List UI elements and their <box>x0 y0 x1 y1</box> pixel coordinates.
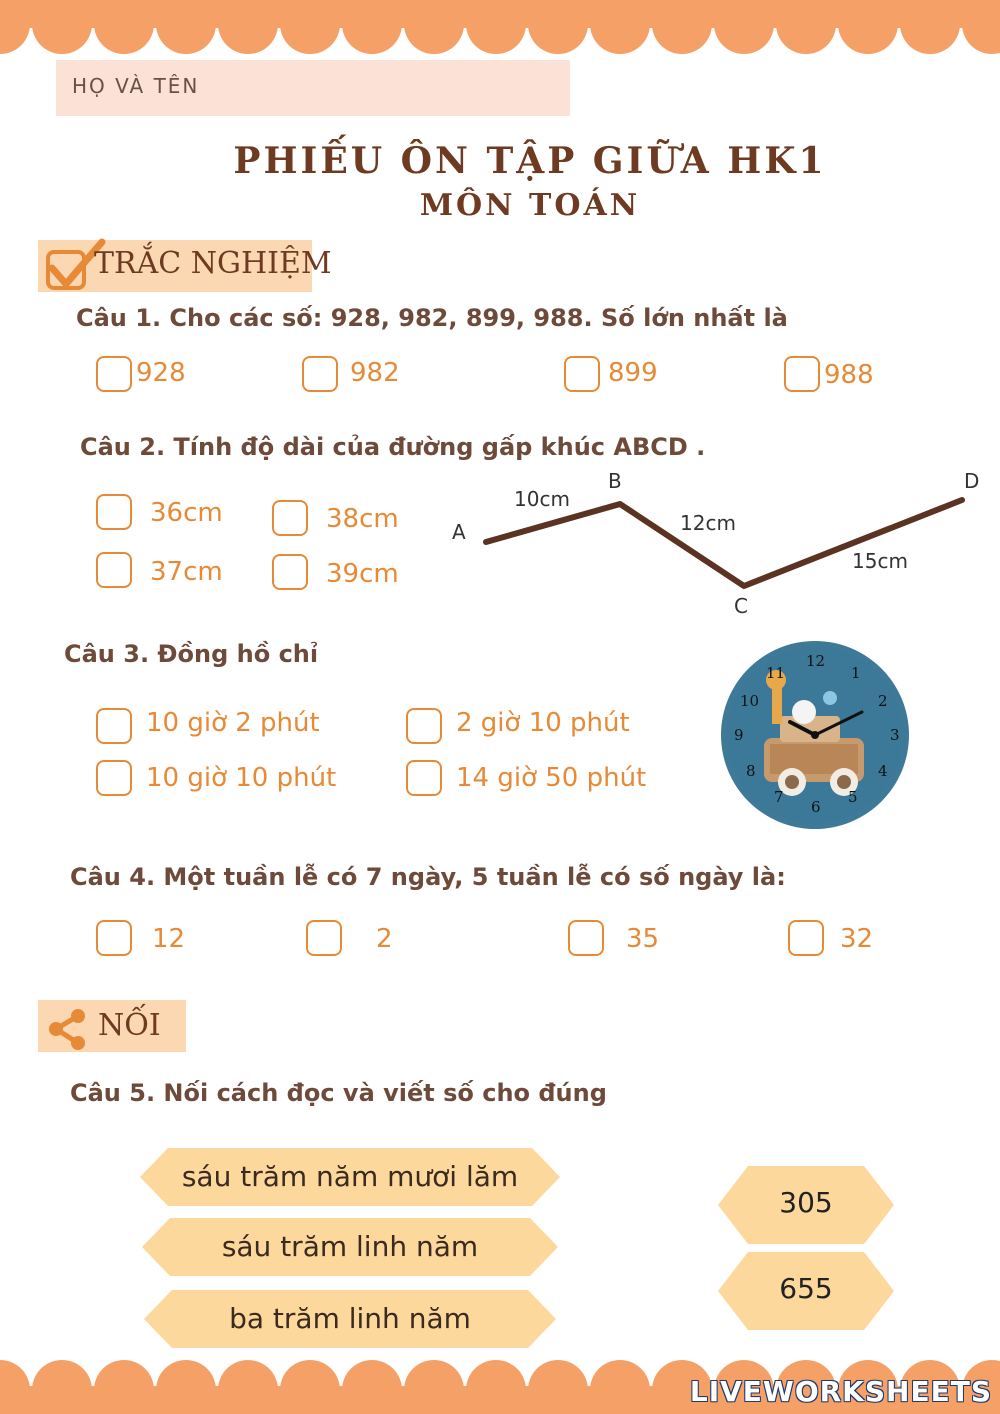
q3-option-c-label: 10 giờ 10 phút <box>146 763 337 793</box>
section-matching-label: NỐI <box>98 1008 161 1043</box>
clock-number-11: 11 <box>766 664 786 682</box>
q4-option-c-checkbox[interactable] <box>568 920 604 956</box>
question-2-text: Câu 2. Tính độ dài của đường gấp khúc ABCD . <box>80 433 706 461</box>
segment-cd-length: 15cm <box>852 549 908 573</box>
worksheet-subtitle: MÔN TOÁN <box>419 188 641 223</box>
q4-option-a-label: 12 <box>152 924 186 954</box>
clock-illustration <box>720 640 910 830</box>
student-name-label: HỌ VÀ TÊN <box>72 74 200 98</box>
q1-option-c-label: 899 <box>608 358 658 388</box>
clock-number-10: 10 <box>740 692 760 710</box>
question-5-text: Câu 5. Nối cách đọc và viết số cho đúng <box>70 1079 607 1107</box>
q2-option-b-label: 38cm <box>326 504 399 534</box>
q4-option-d-label: 32 <box>840 924 874 954</box>
q1-option-b-checkbox[interactable] <box>302 356 338 392</box>
q3-option-d-label: 14 giờ 50 phút <box>456 763 647 793</box>
match-word-3-text: ba trăm linh năm <box>229 1302 471 1335</box>
q4-option-b-checkbox[interactable] <box>306 920 342 956</box>
worksheet-title: PHIẾU ÔN TẬP GIỮA HK1 <box>233 140 827 182</box>
segment-bc-length: 12cm <box>680 511 736 535</box>
q2-option-c-label: 37cm <box>150 557 223 587</box>
match-word-card-2[interactable] <box>142 1218 558 1276</box>
q1-option-b-label: 982 <box>350 358 400 388</box>
q2-option-c-checkbox[interactable] <box>96 552 132 588</box>
q1-option-d-label: 988 <box>824 360 874 390</box>
question-3-text: Câu 3. Đồng hồ chỉ <box>64 640 319 668</box>
segment-ab-length: 10cm <box>514 487 570 511</box>
q3-option-b-checkbox[interactable] <box>406 708 442 744</box>
q4-option-a-checkbox[interactable] <box>96 920 132 956</box>
match-word-1-text: sáu trăm năm mươi lăm <box>181 1160 519 1193</box>
match-number-card-2[interactable] <box>718 1252 894 1330</box>
clock-number-2: 2 <box>878 692 888 710</box>
clock-number-12: 12 <box>806 652 826 670</box>
q1-option-d-checkbox[interactable] <box>784 356 820 392</box>
q3-option-c-checkbox[interactable] <box>96 760 132 796</box>
clock-number-7: 7 <box>774 788 784 806</box>
question-4-text: Câu 4. Một tuần lễ có 7 ngày, 5 tuần lễ có số ngày là: <box>70 863 786 891</box>
share-icon <box>44 1006 90 1052</box>
clock-number-9: 9 <box>734 726 744 744</box>
q2-option-d-checkbox[interactable] <box>272 554 308 590</box>
clock-number-6: 6 <box>811 798 821 816</box>
q2-option-d-label: 39cm <box>326 559 399 589</box>
q2-option-b-checkbox[interactable] <box>272 500 308 536</box>
q1-option-c-checkbox[interactable] <box>564 356 600 392</box>
q1-option-a-label: 928 <box>136 358 186 388</box>
clock-number-4: 4 <box>878 762 888 780</box>
question-1-text: Câu 1. Cho các số: 928, 982, 899, 988. Số lớn nhất là <box>76 304 788 332</box>
match-number-card-1[interactable] <box>718 1166 894 1244</box>
clock-number-5: 5 <box>848 788 858 806</box>
point-b-label: B <box>608 469 622 493</box>
section-multiple-choice-label: TRẮC NGHIỆM <box>94 246 332 281</box>
top-scallop-border <box>0 0 1000 56</box>
q4-option-b-label: 2 <box>376 924 393 954</box>
match-word-card-3[interactable] <box>144 1290 556 1348</box>
q3-option-a-checkbox[interactable] <box>96 708 132 744</box>
q3-option-a-label: 10 giờ 2 phút <box>146 708 320 738</box>
match-number-2-text: 655 <box>779 1272 833 1305</box>
point-a-label: A <box>452 520 466 544</box>
q3-option-d-checkbox[interactable] <box>406 760 442 796</box>
point-d-label: D <box>964 469 980 493</box>
match-number-1-text: 305 <box>779 1186 833 1219</box>
clock-number-1: 1 <box>851 664 861 682</box>
clock-number-8: 8 <box>746 762 756 780</box>
match-word-2-text: sáu trăm linh năm <box>221 1230 479 1263</box>
point-c-label: C <box>734 594 748 618</box>
q4-option-c-label: 35 <box>626 924 660 954</box>
clock-number-3: 3 <box>890 726 900 744</box>
q4-option-d-checkbox[interactable] <box>788 920 824 956</box>
match-word-card-1[interactable] <box>140 1148 560 1206</box>
q2-option-a-label: 36cm <box>150 498 223 528</box>
q3-option-b-label: 2 giờ 10 phút <box>456 708 630 738</box>
q2-option-a-checkbox[interactable] <box>96 494 132 530</box>
liveworksheets-logo[interactable]: LIVEWORKSHEETS <box>689 1375 992 1408</box>
q1-option-a-checkbox[interactable] <box>96 356 132 392</box>
